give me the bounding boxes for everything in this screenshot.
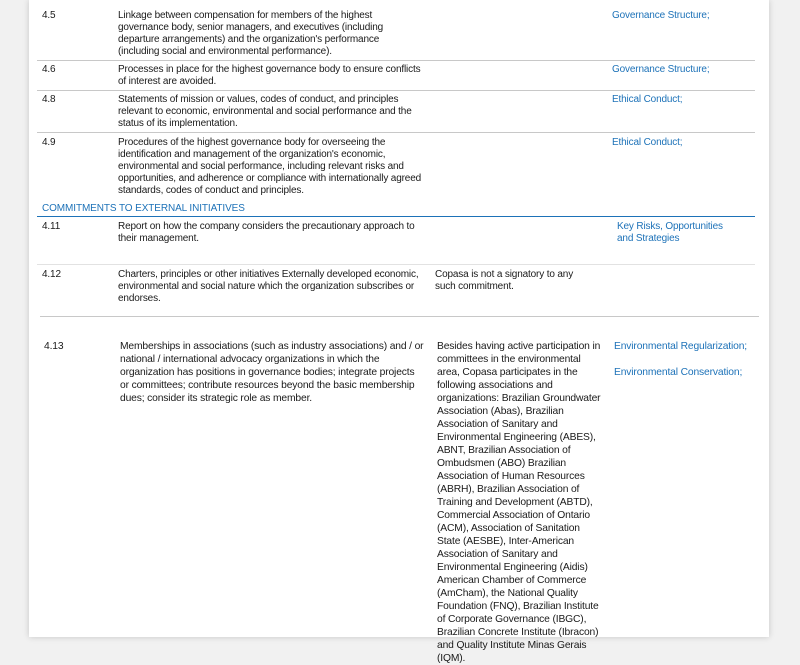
indicator-number: 4.11 <box>42 221 61 232</box>
row-divider <box>40 316 759 317</box>
indicator-description: Charters, principles or other initiatives Externally developed economic, environmental and social nature which the organization subscribes or endorses. <box>118 269 419 304</box>
indicator-description: Processes in place for the highest governance body to ensure conflicts of interest are avoided. <box>118 64 421 87</box>
row-divider <box>37 90 755 91</box>
indicator-number: 4.8 <box>42 94 56 105</box>
indicator-description: Report on how the company considers the precautionary approach to their management. <box>118 221 415 244</box>
document-page <box>29 0 769 664</box>
reference-link[interactable]: Governance Structure; <box>612 10 710 21</box>
reference-links <box>614 340 764 379</box>
indicator-number: 4.9 <box>42 137 56 148</box>
indicator-number: 4.12 <box>42 269 61 280</box>
reference-link[interactable]: Environmental Regularization; <box>614 341 748 352</box>
indicator-description: Memberships in associations (such as industry associations) and / or national / international advocacy organizations in which the organization has positions in governance bodies; integrate projects or committees; contribute resources beyond the basic membership dues; consider its strategic role as member. <box>120 341 424 404</box>
section-divider <box>37 216 755 217</box>
reference-link[interactable]: Governance Structure; <box>612 64 710 75</box>
reference-link[interactable]: Environmental Conservation; <box>614 367 743 378</box>
row-divider <box>37 132 755 133</box>
indicator-response: Besides having active participation in committees in the environmental area, Copasa participates in the following associations and organizations: Brazilian Groundwater Association (Abas), Brazilian Association of Sanitary and Environmental Engineering (ABES), ABNT, Brazilian Association of Ombudsmen (ABO) Brazilian Association of Human Resources (ABRH), Brazilian Association of Training and Development (ABTD), Commercial Association of Ontario (ACM), Association of Sanitation State (AESBE), Inter-American Association of Sanitary and Environmental Engineering (Aidis) American Chamber of Commerce (AmCham), the National Quality Foundation (FNQ), Brazilian Institute of Corporate Governance (IBGC), Brazilian Concrete Institute (Ibracon) and Quality Institute Minas Gerais (IQM). <box>437 341 601 664</box>
row-divider <box>37 264 755 265</box>
reference-link[interactable]: Ethical Conduct; <box>612 137 683 148</box>
row-divider <box>37 60 755 61</box>
indicator-number: 4.5 <box>42 10 56 21</box>
indicator-number: 4.13 <box>44 341 64 352</box>
indicator-response: Copasa is not a signatory to any such commitment. <box>435 269 574 292</box>
indicator-description: Statements of mission or values, codes of conduct, and principles relevant to economic, environmental and social performance and the status of its implementation. <box>118 94 412 129</box>
indicator-description: Linkage between compensation for members of the highest governance body, senior managers, and executives (including departure arrangements) and the organization's performance (including social and environmental performance). <box>118 10 384 57</box>
indicator-number: 4.6 <box>42 64 56 75</box>
reference-link[interactable]: Key Risks, Opportunities and Strategies <box>617 221 723 244</box>
section-title: COMMITMENTS TO EXTERNAL INITIATIVES <box>42 203 245 214</box>
indicator-description: Procedures of the highest governance body for overseeing the identification and management of the organization's economic, environmental and social performance, including relevant risks and opportunities, and adherence or compliance with internationally agreed standards, codes of conduct and principles. <box>118 137 422 196</box>
reference-link[interactable]: Ethical Conduct; <box>612 94 683 105</box>
